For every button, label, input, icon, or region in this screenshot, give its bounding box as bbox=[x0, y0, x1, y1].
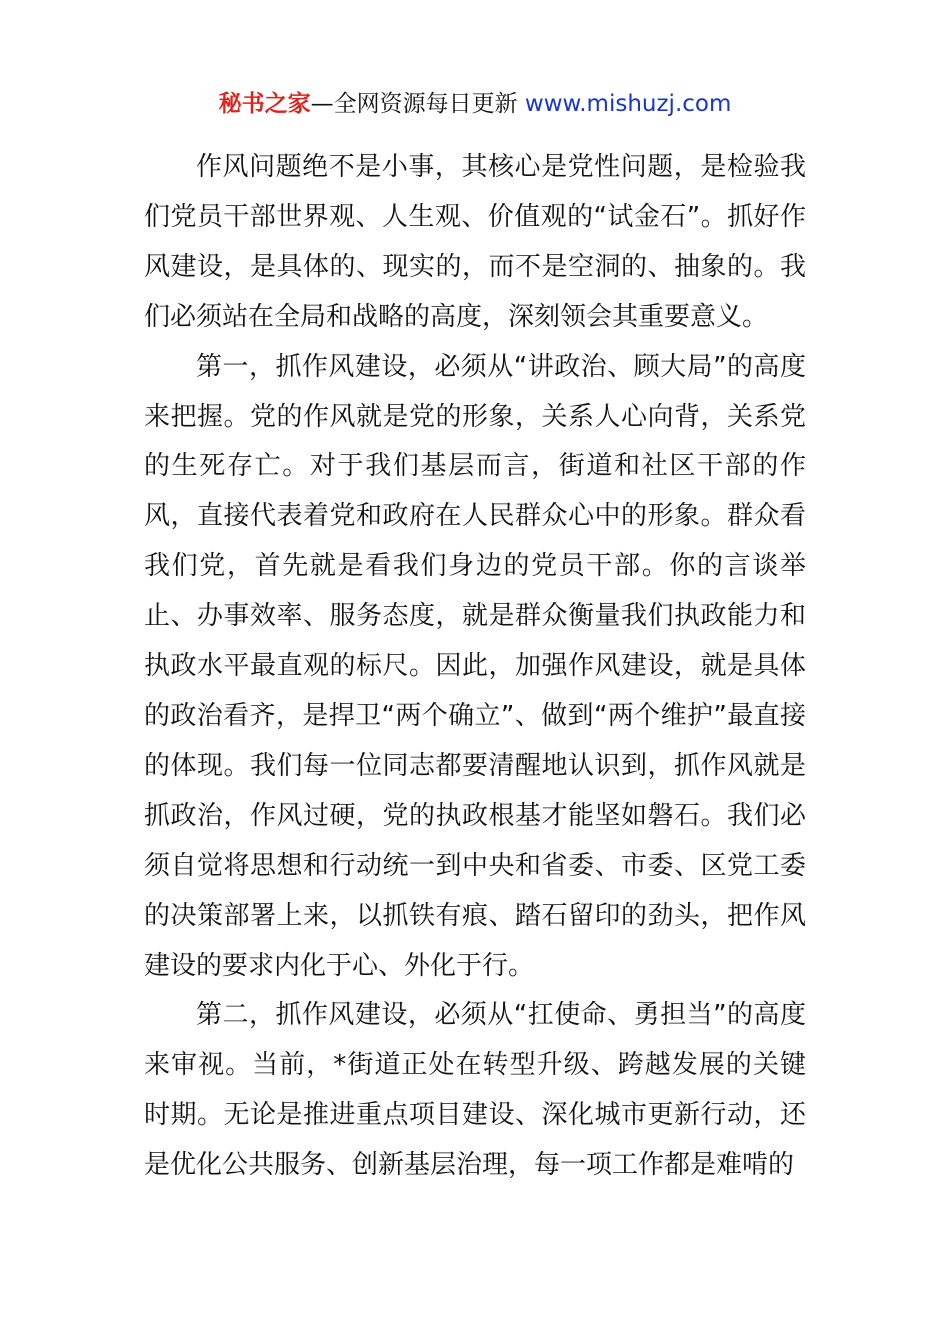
paragraph-first-point: 第一，抓作风建设，必须从“讲政治、顾大局”的高度来把握。党的作风就是党的形象，关系人心向背，关系党的生死存亡。对于我们基层而言，街道和社区干部的作风，直接代表着党和政府在人民群众心中的形象。群众看我们党，首先就是看我们身边的党员干部。你的言谈举止、办事效率、服务态度，就是群众衡量我们执政能力和执政水平最直观的标尺。因此，加强作风建设，就是具体的政治看齐，是捍卫“两个确立”、做到“两个维护”最直接的体现。我们每一位同志都要清醒地认识到，抓作风就是抓政治，作风过硬，党的执政根基才能坚如磐石。我们必须自觉将思想和行动统一到中央和省委、市委、区党工委的决策部署上来，以抓铁有痕、踏石留印的劲头，把作风建设的要求内化于心、外化于行。 bbox=[144, 351, 806, 981]
site-url-link[interactable]: www.mishuzj.com bbox=[524, 91, 732, 117]
paragraph-second-point: 第二，抓作风建设，必须从“扛使命、勇担当”的高度来审视。当前，*街道正处在转型升级、跨越发展的关键时期。无论是推进重点项目建设、深化城市更新行动，还是优化公共服务、创新基层治理，每一项工作都是难啃的 bbox=[144, 1000, 806, 1181]
site-header bbox=[0, 86, 950, 122]
site-brand: 秘书之家 bbox=[218, 91, 311, 117]
document-body bbox=[144, 143, 806, 1191]
site-tagline: —全网资源每日更新 bbox=[310, 91, 525, 117]
paragraph-intro: 作风问题绝不是小事，其核心是党性问题，是检验我们党员干部世界观、人生观、价值观的“试金石”。抓好作风建设，是具体的、现实的，而不是空洞的、抽象的。我们必须站在全局和战略的高度，深刻领会其重要意义。 bbox=[144, 152, 806, 332]
